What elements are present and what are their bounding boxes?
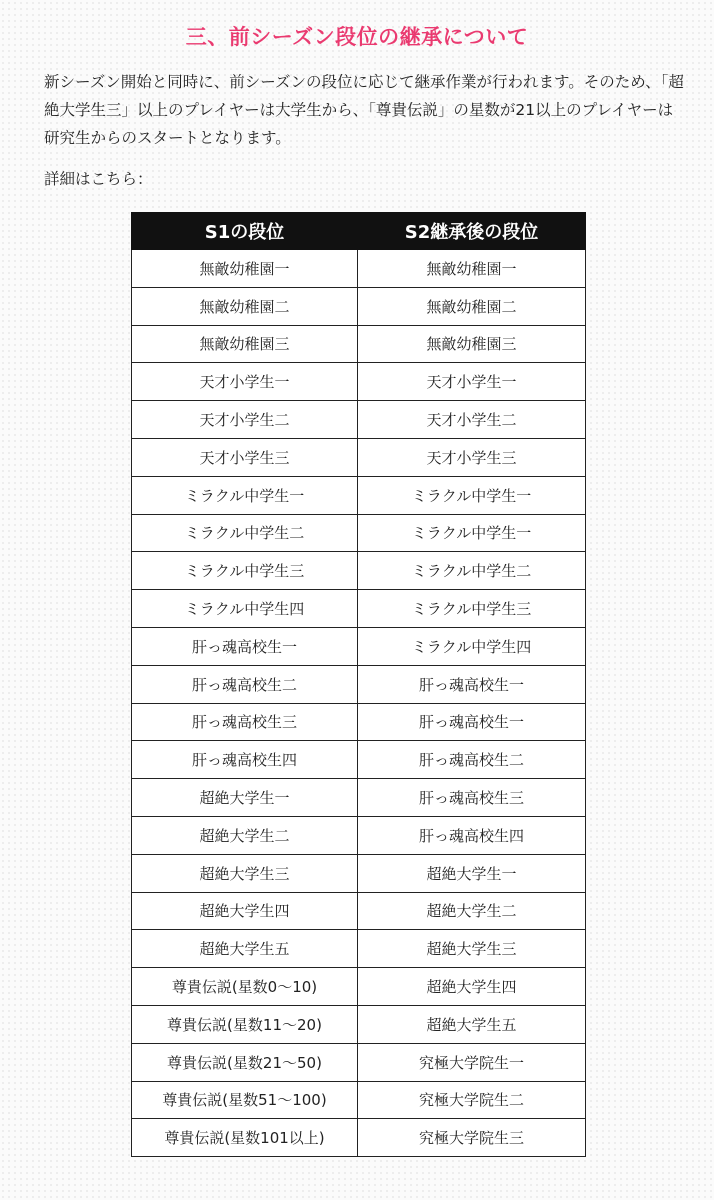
s2-rank-cell: 肝っ魂高校生三 bbox=[358, 779, 586, 817]
table-row bbox=[132, 816, 586, 854]
table-row bbox=[132, 1005, 586, 1043]
header-s1-rank: S1の段位 bbox=[132, 213, 358, 250]
s1-rank-cell: 超絶大学生二 bbox=[132, 816, 358, 854]
s2-rank-cell: 超絶大学生五 bbox=[358, 1005, 586, 1043]
table-row bbox=[132, 1119, 586, 1157]
s1-rank-cell: ミラクル中学生二 bbox=[132, 514, 358, 552]
s2-rank-cell: 究極大学院生二 bbox=[358, 1081, 586, 1119]
s1-rank-cell: 尊貴伝説(星数101以上) bbox=[132, 1119, 358, 1157]
table-row bbox=[132, 703, 586, 741]
s1-rank-cell: 無敵幼稚園二 bbox=[132, 287, 358, 325]
table-row bbox=[132, 892, 586, 930]
s1-rank-cell: ミラクル中学生三 bbox=[132, 552, 358, 590]
table-row bbox=[132, 741, 586, 779]
table-row bbox=[132, 854, 586, 892]
s1-rank-cell: 肝っ魂高校生三 bbox=[132, 703, 358, 741]
table-row bbox=[132, 665, 586, 703]
s2-rank-cell: ミラクル中学生一 bbox=[358, 514, 586, 552]
s1-rank-cell: 超絶大学生一 bbox=[132, 779, 358, 817]
header-s2-rank: S2継承後の段位 bbox=[358, 213, 586, 250]
header-row bbox=[132, 213, 586, 250]
s1-rank-cell: 尊貴伝説(星数11〜20) bbox=[132, 1005, 358, 1043]
table-row bbox=[132, 968, 586, 1006]
s1-rank-cell: 肝っ魂高校生二 bbox=[132, 665, 358, 703]
s2-rank-cell: 究極大学院生一 bbox=[358, 1043, 586, 1081]
s2-rank-cell: 無敵幼稚園三 bbox=[358, 325, 586, 363]
s1-rank-cell: 超絶大学生五 bbox=[132, 930, 358, 968]
details-label: 詳細はこちら： bbox=[44, 170, 153, 188]
s1-rank-cell: ミラクル中学生一 bbox=[132, 476, 358, 514]
table-row bbox=[132, 250, 586, 288]
table-row bbox=[132, 930, 586, 968]
s1-rank-cell: 尊貴伝説(星数51〜100) bbox=[132, 1081, 358, 1119]
s2-rank-cell: 超絶大学生二 bbox=[358, 892, 586, 930]
table-row bbox=[132, 438, 586, 476]
s2-rank-cell: ミラクル中学生四 bbox=[358, 627, 586, 665]
table-row bbox=[132, 476, 586, 514]
s1-rank-cell: 尊貴伝説(星数21〜50) bbox=[132, 1043, 358, 1081]
s2-rank-cell: 無敵幼稚園二 bbox=[358, 287, 586, 325]
s2-rank-cell: 天才小学生二 bbox=[358, 401, 586, 439]
s1-rank-cell: ミラクル中学生四 bbox=[132, 590, 358, 628]
rank-inheritance-table bbox=[131, 212, 586, 1157]
table-header bbox=[132, 213, 586, 250]
s1-rank-cell: 肝っ魂高校生一 bbox=[132, 627, 358, 665]
intro-paragraph: 新シーズン開始と同時に、前シーズンの段位に応じて継承作業が行われます。そのため、「超絶大学生三」以上のプレイヤーは大学生から、「尊貴伝説」の星数が21以上のプレイヤーは研究生からのスタートとなります。 bbox=[44, 73, 684, 147]
s1-rank-cell: 天才小学生二 bbox=[132, 401, 358, 439]
s1-rank-cell: 肝っ魂高校生四 bbox=[132, 741, 358, 779]
s2-rank-cell: 天才小学生三 bbox=[358, 438, 586, 476]
table-row bbox=[132, 779, 586, 817]
section-title: 三、前シーズン段位の継承について bbox=[185, 25, 529, 49]
table-row bbox=[132, 552, 586, 590]
s1-rank-cell: 天才小学生三 bbox=[132, 438, 358, 476]
s2-rank-cell: 天才小学生一 bbox=[358, 363, 586, 401]
s2-rank-cell: 肝っ魂高校生一 bbox=[358, 665, 586, 703]
s2-rank-cell: 無敵幼稚園一 bbox=[358, 250, 586, 288]
table-row bbox=[132, 363, 586, 401]
s1-rank-cell: 超絶大学生四 bbox=[132, 892, 358, 930]
s2-rank-cell: 肝っ魂高校生一 bbox=[358, 703, 586, 741]
table-row bbox=[132, 1081, 586, 1119]
table-row bbox=[132, 1043, 586, 1081]
table-row bbox=[132, 514, 586, 552]
s1-rank-cell: 超絶大学生三 bbox=[132, 854, 358, 892]
s1-rank-cell: 無敵幼稚園一 bbox=[132, 250, 358, 288]
table-row bbox=[132, 627, 586, 665]
s2-rank-cell: 究極大学院生三 bbox=[358, 1119, 586, 1157]
s2-rank-cell: 肝っ魂高校生四 bbox=[358, 816, 586, 854]
s2-rank-cell: ミラクル中学生三 bbox=[358, 590, 586, 628]
s2-rank-cell: 肝っ魂高校生二 bbox=[358, 741, 586, 779]
s1-rank-cell: 無敵幼稚園三 bbox=[132, 325, 358, 363]
table-row bbox=[132, 401, 586, 439]
table-row bbox=[132, 287, 586, 325]
s2-rank-cell: 超絶大学生三 bbox=[358, 930, 586, 968]
table-body bbox=[132, 250, 586, 1157]
table-row bbox=[132, 590, 586, 628]
s2-rank-cell: 超絶大学生一 bbox=[358, 854, 586, 892]
s1-rank-cell: 天才小学生一 bbox=[132, 363, 358, 401]
s2-rank-cell: ミラクル中学生二 bbox=[358, 552, 586, 590]
s1-rank-cell: 尊貴伝説(星数0〜10) bbox=[132, 968, 358, 1006]
table-row bbox=[132, 325, 586, 363]
s2-rank-cell: 超絶大学生四 bbox=[358, 968, 586, 1006]
s2-rank-cell: ミラクル中学生一 bbox=[358, 476, 586, 514]
